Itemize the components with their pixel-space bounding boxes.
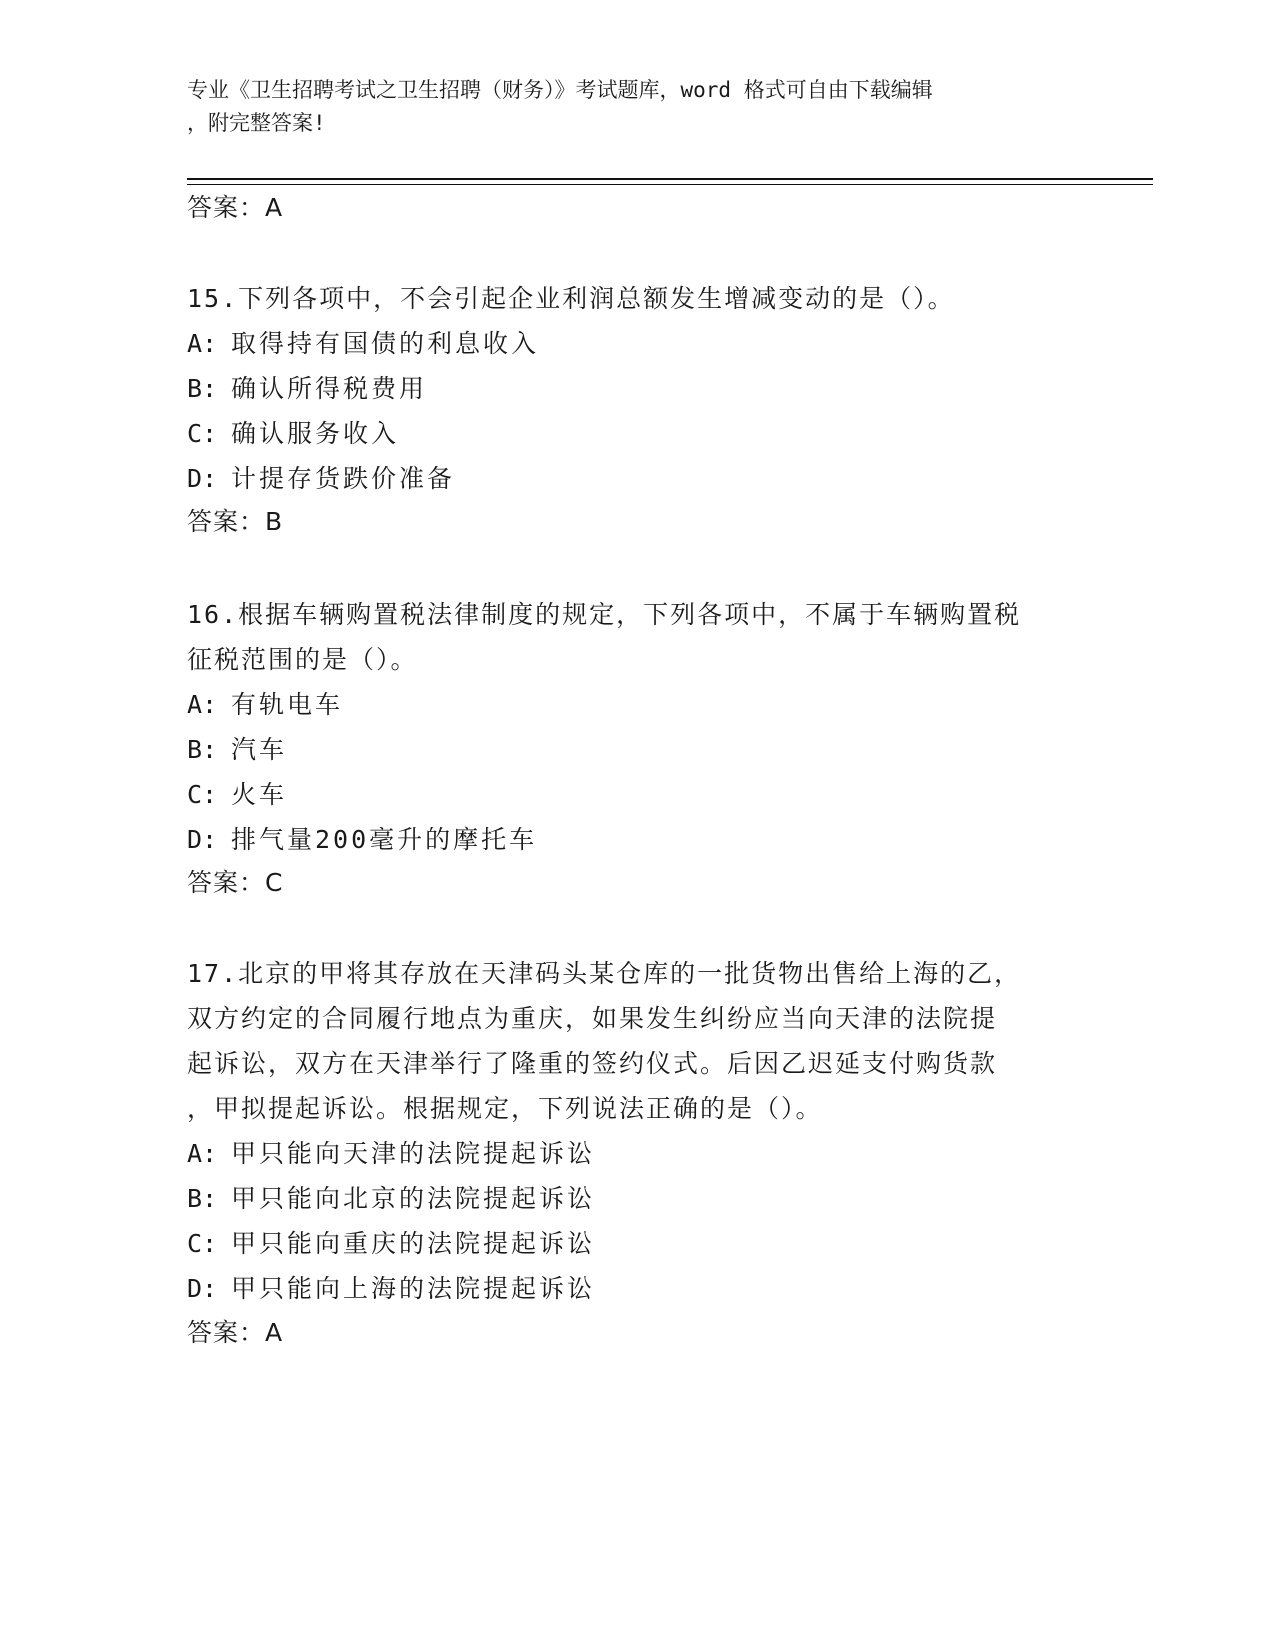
question-stem-line: 双方约定的合同履行地点为重庆，如果发生纠纷应当向天津的法院提	[187, 1004, 998, 1033]
option-key: B:	[187, 1184, 218, 1213]
question-stem-line: 15.下列各项中，不会引起企业利润总额发生增减变动的是（）。	[187, 284, 955, 313]
question-stem-line: ，甲拟提起诉讼。根据规定，下列说法正确的是（）。	[187, 1094, 823, 1123]
option-c	[187, 411, 1087, 456]
option-key: C:	[187, 419, 218, 448]
option-a	[187, 682, 1087, 727]
option-text: 火车	[231, 780, 288, 809]
option-text: 计提存货跌价准备	[231, 464, 456, 493]
option-key: C:	[187, 1229, 218, 1258]
option-d	[187, 817, 1087, 862]
option-key: B:	[187, 735, 218, 764]
option-text: 甲只能向北京的法院提起诉讼	[231, 1184, 596, 1213]
option-c	[187, 772, 1087, 817]
answer-16: 答案：C	[187, 868, 284, 897]
answer-17: 答案：A	[187, 1318, 284, 1347]
option-b	[187, 1176, 1087, 1221]
option-text: 有轨电车	[231, 690, 344, 719]
option-text: 确认服务收入	[231, 419, 400, 448]
option-text: 甲只能向天津的法院提起诉讼	[231, 1139, 596, 1168]
question-15	[187, 276, 1087, 501]
option-text: 汽车	[231, 735, 288, 764]
option-b	[187, 366, 1087, 411]
previous-answer: 答案：A	[187, 193, 284, 222]
question-stem-line: 起诉讼，双方在天津举行了隆重的签约仪式。后因乙迟延支付购货款	[187, 1049, 998, 1078]
option-b	[187, 727, 1087, 772]
option-text: 排气量200毫升的摩托车	[231, 825, 538, 854]
option-key: D:	[187, 464, 218, 493]
question-stem-line: 17.北京的甲将其存放在天津码头某仓库的一批货物出售给上海的乙，	[187, 959, 1022, 988]
option-key: A:	[187, 690, 218, 719]
header-rule-thick	[187, 178, 1153, 180]
option-text: 确认所得税费用	[231, 374, 428, 403]
option-text: 甲只能向上海的法院提起诉讼	[231, 1274, 596, 1303]
question-stem-line: 16.根据车辆购置税法律制度的规定，下列各项中，不属于车辆购置税	[187, 600, 1022, 629]
option-key: C:	[187, 780, 218, 809]
document-header	[187, 74, 1087, 140]
option-a	[187, 321, 1087, 366]
answer-15: 答案：B	[187, 507, 284, 536]
option-text: 取得持有国债的利息收入	[231, 329, 540, 358]
option-text: 甲只能向重庆的法院提起诉讼	[231, 1229, 596, 1258]
option-a	[187, 1131, 1087, 1176]
question-17	[187, 951, 1087, 1311]
header-line-2: ，附完整答案!	[187, 111, 326, 135]
question-16	[187, 592, 1087, 862]
option-key: D:	[187, 825, 218, 854]
option-key: A:	[187, 329, 218, 358]
option-key: D:	[187, 1274, 218, 1303]
option-key: A:	[187, 1139, 218, 1168]
question-stem-line: 征税范围的是（）。	[187, 645, 418, 674]
option-d	[187, 1266, 1087, 1311]
option-key: B:	[187, 374, 218, 403]
header-rule-thin	[187, 184, 1153, 185]
option-d	[187, 456, 1087, 501]
option-c	[187, 1221, 1087, 1266]
header-line-1: 专业《卫生招聘考试之卫生招聘（财务）》考试题库，word 格式可自由下载编辑	[187, 78, 933, 102]
